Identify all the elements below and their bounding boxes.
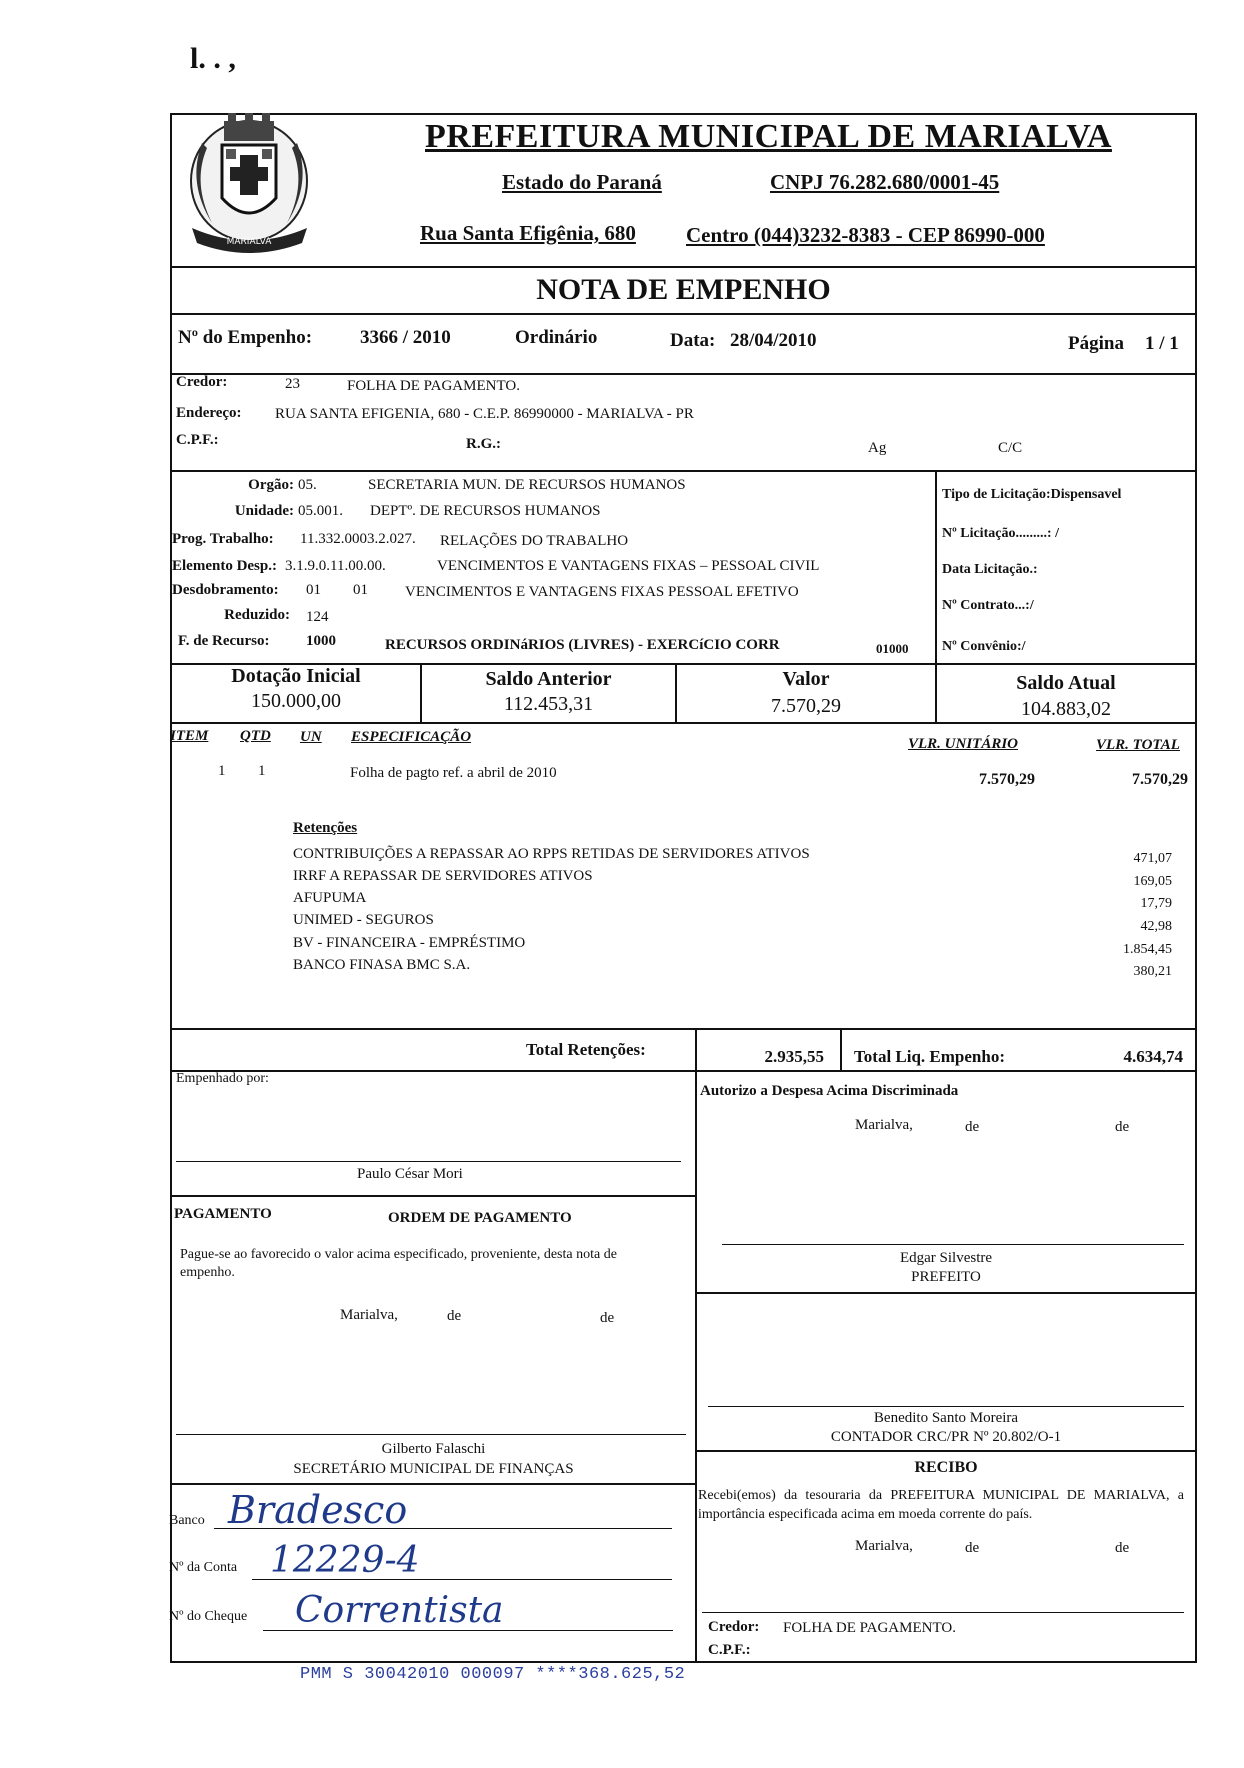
elemento-desc: VENCIMENTOS E VANTAGENS FIXAS – PESSOAL CIVIL — [437, 558, 820, 574]
fonte-desc: RECURSOS ORDINáRIOS (LIVRES) - EXERCíCIO CORR — [385, 637, 780, 653]
payment-stamp: PMM S 30042010 000097 ****368.625,52 — [300, 1665, 686, 1684]
pagamento-top — [170, 1195, 695, 1197]
frame-left-header — [170, 113, 172, 375]
org-name: PREFEITURA MUNICIPAL DE MARIALVA — [425, 118, 1112, 155]
valor-value: 7.570,29 — [771, 695, 841, 717]
state-name: Estado do Paraná — [502, 170, 662, 194]
prog-code: 11.332.0003.2.027. — [300, 531, 416, 547]
credor-name: FOLHA DE PAGAMENTO. — [347, 378, 520, 394]
recibo-title: RECIBO — [914, 1459, 978, 1476]
contador-title: CONTADOR CRC/PR Nº 20.802/O-1 — [830, 1429, 1062, 1445]
banco-handwriting: Bradesco — [228, 1488, 408, 1532]
date-label: Data: — [670, 330, 716, 351]
total-liquido-value: 4.634,74 — [1123, 1047, 1183, 1066]
total-retencoes-value: 2.935,55 — [764, 1047, 824, 1066]
empenho-type: Ordinário — [515, 327, 598, 348]
desdobramento-code2: 01 — [353, 582, 368, 598]
retencao-value: 17,79 — [1140, 896, 1172, 911]
saldo-atual-label: Saldo Atual — [1016, 672, 1116, 694]
numero-licitacao: Nº Licitação.........: / — [942, 526, 1059, 541]
pagamento-de-1: de — [447, 1308, 462, 1324]
tipo-licitacao: Tipo de Licitação:Dispensavel — [942, 487, 1122, 502]
col-vlr-total: VLR. TOTAL — [1096, 737, 1180, 753]
total-retencoes-label: Total Retenções: — [526, 1040, 646, 1059]
prog-desc: RELAÇÕES DO TRABALHO — [440, 533, 629, 549]
pagamento-title: PAGAMENTO — [174, 1206, 272, 1222]
frame-right — [1195, 113, 1197, 1663]
orgao-desc: SECRETARIA MUN. DE RECURSOS HUMANOS — [368, 477, 686, 493]
valor-label: Valor — [782, 668, 830, 690]
cnpj: CNPJ 76.282.680/0001-45 — [770, 170, 1000, 194]
numero-convenio: Nº Convênio:/ — [942, 639, 1026, 654]
col-un: UN — [300, 729, 322, 745]
liq-divider — [840, 1028, 842, 1071]
contador-sign-line — [708, 1406, 1184, 1407]
page-value: 1 / 1 — [1145, 333, 1179, 354]
orgao-label: Orgão: — [248, 477, 294, 493]
reduzido-value: 124 — [306, 609, 329, 625]
cheque-handwriting: Correntista — [295, 1590, 504, 1631]
retencao-desc: IRRF A REPASSAR DE SERVIDORES ATIVOS — [293, 868, 593, 884]
prog-label: Prog. Trabalho: — [172, 531, 274, 547]
col-especificacao: ESPECIFICAÇÃO — [351, 729, 472, 745]
frame-top — [170, 113, 1197, 115]
retencao-value: 380,21 — [1133, 964, 1172, 979]
endereco-label: Endereço: — [176, 405, 242, 421]
desdobramento-desc: VENCIMENTOS E VANTAGENS FIXAS PESSOAL EFETIVO — [405, 584, 799, 600]
ordem-pagamento-title: ORDEM DE PAGAMENTO — [388, 1210, 572, 1226]
pagamento-city: Marialva, — [340, 1307, 398, 1323]
autorizo-de-1: de — [965, 1119, 980, 1135]
item-desc: Folha de pagto ref. a abril de 2010 — [350, 765, 557, 781]
page-label: Página — [1068, 333, 1124, 354]
cheque-label: Nº do Cheque — [169, 1609, 248, 1624]
recibo-de-2: de — [1115, 1540, 1130, 1556]
retencao-desc: UNIMED - SEGUROS — [293, 912, 434, 928]
frame-title-bottom — [170, 313, 1197, 315]
frame-credor-bottom — [170, 470, 1197, 472]
recibo-credor-label: Credor: — [708, 1619, 760, 1635]
secretario-title: SECRETÁRIO MUNICIPAL DE FINANÇAS — [293, 1461, 574, 1477]
elemento-label: Elemento Desp.: — [172, 558, 277, 574]
cpf-label: C.P.F.: — [176, 432, 219, 448]
retencao-value: 42,98 — [1140, 919, 1172, 934]
item-unit-value: 7.570,29 — [979, 771, 1035, 788]
recibo-top — [695, 1450, 1197, 1452]
contact: Centro (044)3232-8383 - CEP 86990-000 — [686, 223, 1045, 247]
retencoes-total-bottom — [170, 1070, 1197, 1072]
elemento-code: 3.1.9.0.11.00.00. — [285, 558, 386, 574]
recibo-cpf-label: C.P.F.: — [708, 1642, 751, 1658]
fonte-number: 01000 — [876, 641, 909, 656]
prefeito-name: Edgar Silvestre — [899, 1250, 993, 1266]
autorizo-city: Marialva, — [855, 1117, 913, 1133]
prefeito-sign-line — [722, 1244, 1184, 1245]
top-mark: l. . , — [190, 42, 236, 75]
fonte-label: F. de Recurso: — [178, 633, 270, 649]
conta-label: Nº da Conta — [169, 1560, 238, 1575]
middle-divider — [695, 1028, 697, 1663]
licit-divider — [935, 470, 937, 665]
item-number: 1 — [218, 763, 226, 779]
numero-contrato: Nº Contrato...:/ — [942, 598, 1034, 613]
item-total-value: 7.570,29 — [1132, 771, 1188, 788]
desdobramento-code1: 01 — [306, 582, 321, 598]
contador-name: Benedito Santo Moreira — [873, 1410, 1019, 1426]
col-qtd: QTD — [240, 728, 271, 744]
desdobramento-label: Desdobramento: — [172, 582, 279, 598]
fonte-code: 1000 — [306, 633, 336, 649]
banco-top — [170, 1483, 695, 1485]
empenhado-sign-line — [176, 1161, 681, 1162]
reduzido-label: Reduzido: — [224, 607, 290, 623]
item-qtd: 1 — [258, 763, 266, 779]
address: Rua Santa Efigênia, 680 — [420, 221, 636, 245]
rg-label: R.G.: — [466, 436, 501, 452]
retencao-value: 1.854,45 — [1123, 942, 1172, 957]
credor-label: Credor: — [176, 374, 228, 390]
contador-top — [695, 1292, 1197, 1294]
saldo-anterior-label: Saldo Anterior — [485, 668, 612, 690]
autorizo-de-2: de — [1115, 1119, 1130, 1135]
retencao-desc: CONTRIBUIÇÕES A REPASSAR AO RPPS RETIDAS DE SERVIDORES ATIVOS — [293, 846, 810, 862]
recibo-sign-line — [702, 1612, 1184, 1613]
frame-info-bottom — [170, 373, 1197, 375]
retencao-value: 471,07 — [1133, 851, 1172, 866]
empenhado-label: Empenhado por: — [176, 1071, 269, 1086]
svg-text:MARIALVA: MARIALVA — [226, 237, 272, 247]
retencao-desc: BANCO FINASA BMC S.A. — [293, 957, 471, 973]
coat-of-arms-logo — [182, 103, 317, 258]
pague-text: Pague-se ao favorecido o valor acima especificado, proveniente, desta nota de empenho. — [180, 1247, 617, 1280]
retencoes-title: Retenções — [293, 820, 358, 836]
recibo-de-1: de — [965, 1540, 980, 1556]
totals-bottom — [170, 722, 1197, 724]
pagamento-de-2: de — [600, 1310, 615, 1326]
prefeito-title: PREFEITO — [911, 1269, 981, 1285]
saldo-anterior-value: 112.453,31 — [503, 693, 594, 715]
dotacao-value: 150.000,00 — [251, 690, 341, 712]
col-item: ITEM — [170, 728, 209, 744]
ag-label: Ag — [868, 440, 887, 456]
empenho-label: Nº do Empenho: — [178, 327, 313, 348]
unidade-desc: DEPTº. DE RECURSOS HUMANOS — [370, 503, 601, 519]
unidade-code: 05.001. — [298, 503, 343, 519]
unidade-label: Unidade: — [234, 503, 294, 519]
recibo-text: Recebi(emos) da tesouraria da PREFEITURA MUNICIPAL DE MARIALVA, a importância especificada acima em moeda corrente do país. — [698, 1488, 1184, 1522]
recibo-city: Marialva, — [855, 1538, 913, 1554]
data-licitacao: Data Licitação.: — [942, 562, 1038, 577]
date-value: 28/04/2010 — [730, 330, 817, 351]
autorizo-text: Autorizo a Despesa Acima Discriminada — [700, 1083, 959, 1099]
doc-title: NOTA DE EMPENHO — [536, 273, 831, 306]
empenho-value: 3366 / 2010 — [360, 327, 451, 348]
retencao-desc: BV - FINANCEIRA - EMPRÉSTIMO — [293, 935, 526, 951]
secretario-sign-line — [176, 1434, 686, 1435]
dotacao-label: Dotação Inicial — [231, 665, 361, 687]
retencao-desc: AFUPUMA — [293, 890, 367, 906]
total-liquido-label: Total Liq. Empenho: — [854, 1047, 1005, 1066]
orgao-code: 05. — [298, 477, 317, 493]
secretario-name: Gilberto Falaschi — [381, 1441, 486, 1457]
retencoes-total-top — [170, 1028, 1197, 1030]
cc-label: C/C — [998, 440, 1023, 456]
frame-bottom — [170, 1661, 1197, 1663]
recibo-credor-value: FOLHA DE PAGAMENTO. — [783, 1620, 956, 1636]
col-vlr-unitario: VLR. UNITÁRIO — [908, 736, 1019, 752]
retencao-value: 169,05 — [1133, 874, 1172, 889]
conta-handwriting: 12229-4 — [270, 1540, 420, 1581]
credor-code: 23 — [285, 376, 300, 392]
endereco-value: RUA SANTA EFIGENIA, 680 - C.E.P. 86990000 - MARIALVA - PR — [275, 406, 694, 422]
saldo-atual-value: 104.883,02 — [1021, 698, 1111, 720]
banco-label: Banco — [169, 1513, 205, 1528]
empenhado-name: Paulo César Mori — [357, 1166, 463, 1182]
